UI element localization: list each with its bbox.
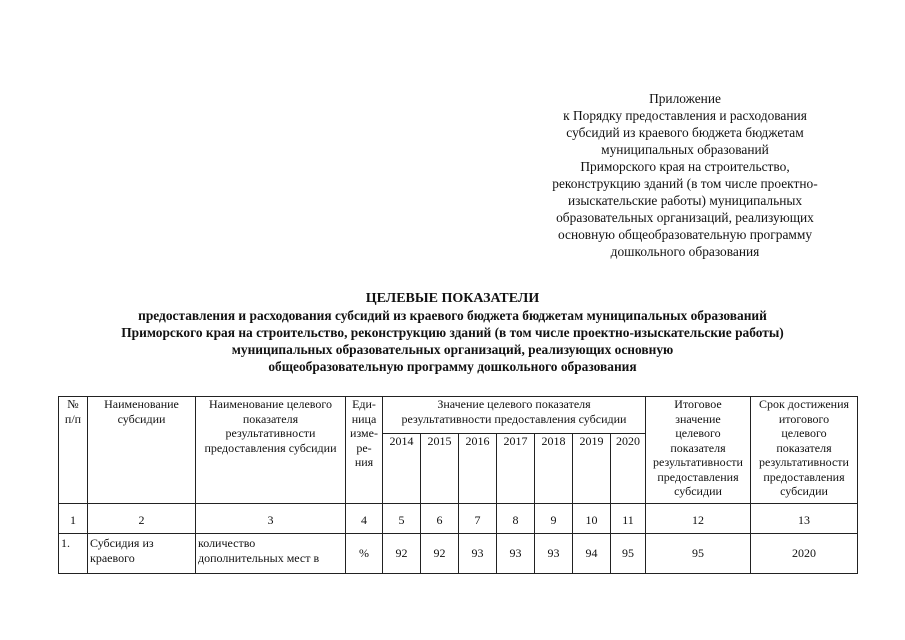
- row-indicator: количество дополнительных мест в: [196, 534, 346, 574]
- document-heading: [50, 290, 855, 375]
- header-num: № п/п: [59, 397, 88, 504]
- appendix-line: основную общеобразовательную программу: [557, 227, 813, 242]
- header-year: 2014: [383, 434, 421, 504]
- row-value: 92: [421, 534, 459, 574]
- header-year: 2016: [459, 434, 497, 504]
- column-number: 12: [646, 504, 751, 534]
- header-year: 2020: [611, 434, 646, 504]
- column-number: 3: [196, 504, 346, 534]
- row-unit: %: [346, 534, 383, 574]
- column-number: 10: [573, 504, 611, 534]
- column-number: 2: [88, 504, 196, 534]
- column-number: 13: [751, 504, 858, 534]
- appendix-line: образовательных организаций, реализующих: [556, 210, 814, 225]
- row-total: 95: [646, 534, 751, 574]
- column-number: 6: [421, 504, 459, 534]
- column-number: 7: [459, 504, 497, 534]
- header-value-group: Значение целевого показателя результативности предоставления субсидии: [383, 397, 646, 434]
- row-num: 1.: [59, 534, 88, 574]
- header-year: 2015: [421, 434, 459, 504]
- heading-line: общеобразовательную программу дошкольного образования: [268, 359, 637, 374]
- table-row: [59, 534, 858, 574]
- appendix-line: Приморского края на строительство,: [580, 159, 790, 174]
- appendix-block: [520, 90, 850, 260]
- appendix-line: Приложение: [649, 91, 721, 106]
- column-number: 1: [59, 504, 88, 534]
- appendix-line: муниципальных образований: [601, 142, 769, 157]
- heading-line: Приморского края на строительство, реконструкцию зданий (в том числе проектно-изыскательские работы): [121, 325, 784, 340]
- heading-line: предоставления и расходования субсидий из краевого бюджета бюджетам муниципальных образований: [138, 308, 767, 323]
- header-subsidy: Наименование субсидии: [88, 397, 196, 504]
- header-indicator: Наименование целевого показателя результативности предоставления субсидии: [196, 397, 346, 504]
- row-value: 93: [535, 534, 573, 574]
- header-year: 2019: [573, 434, 611, 504]
- column-number: 5: [383, 504, 421, 534]
- heading-line: муниципальных образовательных организаций, реализующих основную: [231, 342, 674, 357]
- column-number: 4: [346, 504, 383, 534]
- appendix-line: реконструкцию зданий (в том числе проектно-: [552, 176, 818, 191]
- column-number: 8: [497, 504, 535, 534]
- row-value: 95: [611, 534, 646, 574]
- row-value: 92: [383, 534, 421, 574]
- header-year: 2018: [535, 434, 573, 504]
- column-number: 11: [611, 504, 646, 534]
- row-subsidy: Субсидия из краевого: [88, 534, 196, 574]
- header-total: Итоговое значение целевого показателя результативности предоставления субсидии: [646, 397, 751, 504]
- row-value: 94: [573, 534, 611, 574]
- row-value: 93: [497, 534, 535, 574]
- appendix-line: дошкольного образования: [610, 244, 760, 259]
- appendix-line: к Порядку предоставления и расходования: [563, 108, 807, 123]
- appendix-line: изыскательские работы) муниципальных: [567, 193, 803, 208]
- header-year: 2017: [497, 434, 535, 504]
- indicators-table: [58, 396, 858, 574]
- header-deadline: Срок достижения итогового целевого показателя результативности предоставления субсидии: [751, 397, 858, 504]
- header-unit: Еди- ница изме- ре- ния: [346, 397, 383, 504]
- column-number: 9: [535, 504, 573, 534]
- appendix-line: субсидий из краевого бюджета бюджетам: [566, 125, 804, 140]
- row-deadline: 2020: [751, 534, 858, 574]
- row-value: 93: [459, 534, 497, 574]
- document-title: ЦЕЛЕВЫЕ ПОКАЗАТЕЛИ: [365, 291, 540, 306]
